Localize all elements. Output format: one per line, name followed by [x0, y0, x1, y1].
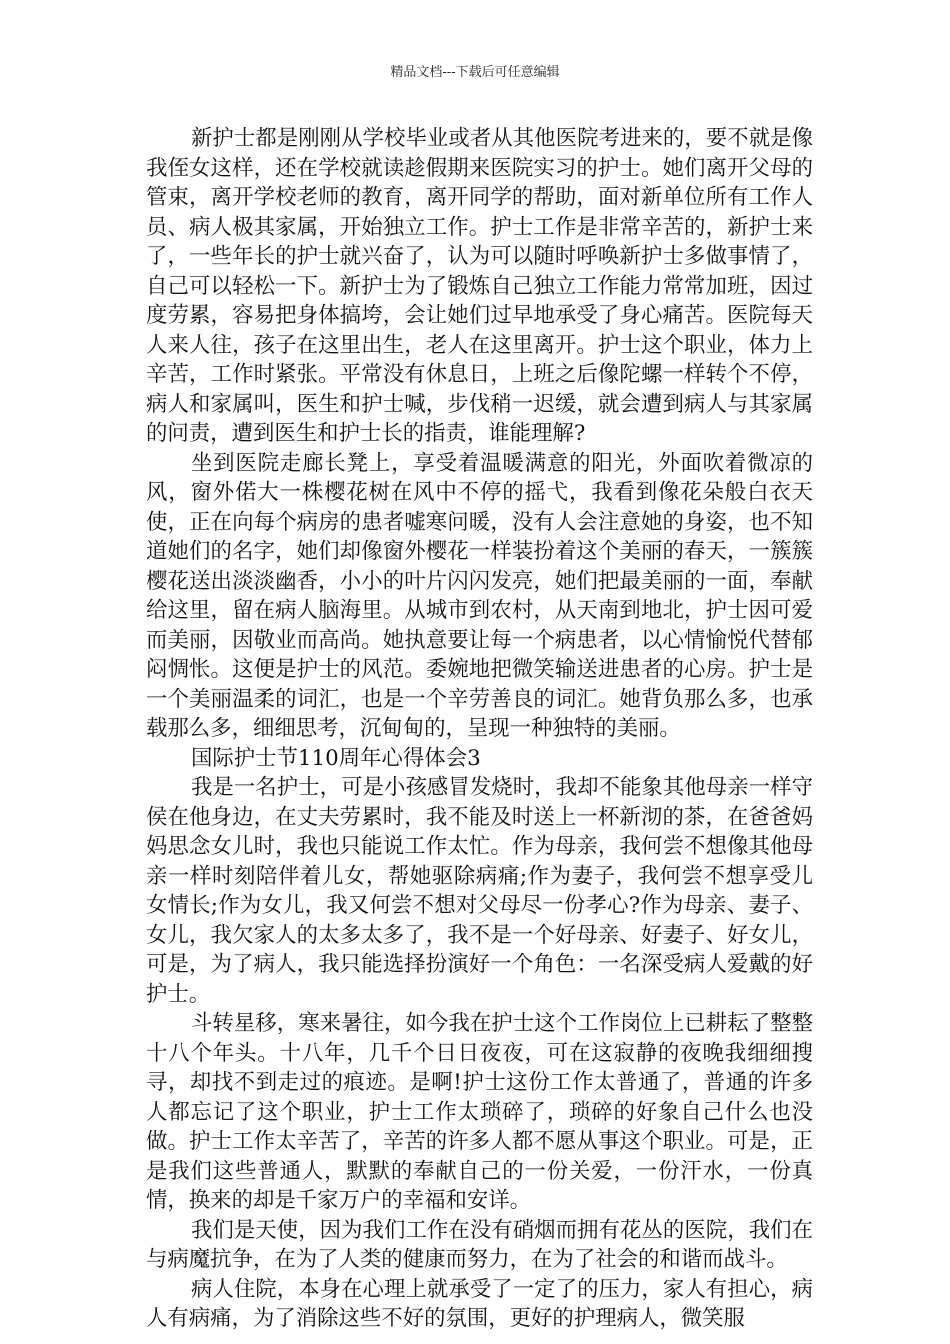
paragraph: 我是一名护士，可是小孩感冒发烧时，我却不能象其他母亲一样守侯在他身边，在丈夫劳累时，我不能及时送上一杯新沏的茶，在爸爸妈妈思念女儿时，我也只能说工作太忙。作为母亲，我何尝不想像其他母亲一样时刻陪伴着儿女，帮她驱除病痛;作为妻子，我何尝不想享受儿女情长;作为女儿，我又何尝不想对父母尽一份孝心?作为母亲、妻子、女儿，我欠家人的太多太多了，我不是一个好母亲、好妻子、好女儿，可是，为了病人，我只能选择扮演好一个角色：一名深受病人爱戴的好护士。 [146, 775, 813, 1007]
paragraph: 我们是天使，因为我们工作在没有硝烟而拥有花丛的医院，我们在与病魔抗争，在为了人类的健康而努力，在为了社会的和谐而战斗。 [146, 1217, 813, 1272]
paragraph: 坐到医院走廊长凳上，享受着温暖满意的阳光，外面吹着微凉的风，窗外偌大一株樱花树在风中不停的摇弋，我看到像花朵般白衣天使，正在向每个病房的患者嘘寒问暖，没有人会注意她的身姿，也不知道她们的名字，她们却像窗外樱花一样装扮着这个美丽的春天，一簇簇樱花送出淡淡幽香，小小的叶片闪闪发亮，她们把最美丽的一面，奉献给这里，留在病人脑海里。从城市到农村，从天南到地北，护士因可爱而美丽，因敬业而高尚。她执意要让每一个病患者，以心情愉悦代替郁闷惆怅。这便是护士的风范。委婉地把微笑输送进患者的心房。护士是一个美丽温柔的词汇，也是一个辛劳善良的词汇。她背负那么多，也承载那么多，细细思考，沉甸甸的，呈现一种独特的美丽。 [146, 450, 813, 741]
section-heading: 国际护士节110周年心得体会3 [190, 745, 481, 771]
document-body [146, 124, 813, 1334]
paragraph: 病人住院，本身在心理上就承受了一定了的压力，家人有担心，病人有病痛，为了消除这些不好的氛围，更好的护理病人，微笑服 [146, 1276, 813, 1331]
page-header: 精品文档---下载后可任意编辑 [390, 65, 560, 80]
paragraph: 新护士都是刚刚从学校毕业或者从其他医院考进来的，要不就是像我侄女这样，还在学校就读趁假期来医院实习的护士。她们离开父母的管束，离开学校老师的教育，离开同学的帮助，面对新单位所有工作人员、病人极其家属，开始独立工作。护士工作是非常辛苦的，新护士来了，一些年长的护士就兴奋了，认为可以随时呼唤新护士多做事情了，自己可以轻松一下。新护士为了锻炼自己独立工作能力常常加班，因过度劳累，容易把身体搞垮，会让她们过早地承受了身心痛苦。医院每天人来人往，孩子在这里出生，老人在这里离开。护士这个职业，体力上辛苦，工作时紧张。平常没有休息日，上班之后像陀螺一样转个不停，病人和家属叫，医生和护士喊，步伐稍一迟缓，就会遭到病人与其家属的问责，遭到医生和护士长的指责，谁能理解? [146, 126, 813, 446]
paragraph: 斗转星移，寒来暑往，如今我在护士这个工作岗位上已耕耘了整整十八个年头。十八年，几千个日日夜夜，可在这寂静的夜晚我细细搜寻，却找不到走过的痕迹。是啊!护士这份工作太普通了，普通的许多人都忘记了这个职业，护士工作太琐碎了，琐碎的好象自己什么也没做。护士工作太辛苦了，辛苦的许多人都不愿从事这个职业。可是，正是我们这些普通人，默默的奉献自己的一份关爱，一份汗水，一份真情，换来的却是千家万户的幸福和安详。 [146, 1011, 813, 1213]
